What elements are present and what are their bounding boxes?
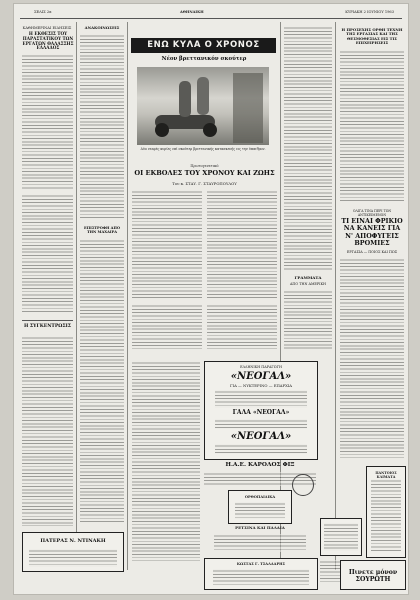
scooter-photo bbox=[137, 67, 269, 145]
center-byline: Του κ. ΣΤΑΥ. Γ. ΣΤΑΥΡΟΠΟΥΛΟΥ bbox=[172, 181, 237, 186]
ad-text bbox=[213, 569, 309, 585]
text-column bbox=[214, 534, 306, 552]
neogal-ad bbox=[204, 361, 318, 460]
ad-text bbox=[215, 444, 307, 454]
neogal-line1: ΓΙΑ — ΝΥΚΤΕΡΙΝΟ — ΕΠΑΡΧΙΑ bbox=[229, 383, 293, 388]
midleft-headline: ΑΝΑΚΟΙΝΩΣΕΙΣ bbox=[84, 25, 120, 30]
center-kicker: Πρωτογενετικό bbox=[190, 164, 219, 168]
ad-text bbox=[215, 419, 307, 429]
left-subhead: Η ΣΥΓΚΕΝΤΡΩΣΙΣ bbox=[23, 324, 72, 329]
right-footer-ad bbox=[340, 560, 406, 590]
page-label: ΣΕΛΙΣ 2α bbox=[34, 10, 52, 14]
notice-sub1: ΟΡΘΟΠΑΙΔΙΚΑ bbox=[244, 495, 276, 499]
text-column bbox=[22, 336, 73, 526]
masthead: ΑΘΗΝΑΙΚΗ bbox=[180, 10, 204, 14]
left-headline: Η ΕΚΘΕΣΙΣ ΤΟΥ ΠΑΡΑΣΤΑΤΙΚΟΥ ΤΩΝ ΕΡΓΑΤΩΝ ΘΑΛΑΣΣΗΣ ΕΛΛΑΔΟΣ bbox=[22, 31, 74, 51]
left-footer-ad-title: ΠΑΤΕΡΑΣ Ν. ΝΤΙΝΑΚΗ bbox=[40, 538, 106, 544]
page-header bbox=[20, 9, 402, 17]
text-column bbox=[284, 26, 332, 271]
text-column bbox=[132, 361, 200, 561]
notice-footer-box bbox=[204, 558, 318, 590]
text-column bbox=[22, 194, 73, 314]
neogal-brand-2: «ΝΕΟΓΑΛ» bbox=[230, 431, 292, 442]
right-kicker: ΟΛΙΓΑ ΤΙΝΑ ΠΕΡΙ ΤΩΝ ΑΝΤΙΚΕΙΜΕΝΩΝ bbox=[352, 209, 392, 217]
right-headline: Η ΠΡΟΣΕΧΗΣ ΟΡΘΗ ΤΕΧΝΗ ΤΗΣ ΕΡΓΑΣΙΑΣ ΚΑΙ ΤΗΣ ΘΕΣΜΟΘΕΣΙΑΣ ΕΙΣ ΤΙΣ ΕΠΙΧΕΙΡΗΣΕΙΣ bbox=[341, 27, 403, 46]
ad-text bbox=[324, 523, 358, 551]
text-column bbox=[132, 190, 202, 300]
left-kicker: ΚΑΘΗΜΕΡΙΝΑΙ ΕΙΔΗΣΕΙΣ bbox=[22, 26, 72, 30]
right-big-headline: ΤΙ ΕΙΝΑΙ ΦΡΙΚΙΟ ΝΑ ΚΑΝΕΙΣ ΓΙΑ Ν' ΑΠΟΦΥΓΕΙΣ ΒΡΟΜΙΕΣ bbox=[341, 217, 403, 248]
notice-box bbox=[228, 490, 292, 524]
text-column bbox=[284, 290, 332, 350]
newspaper-page bbox=[14, 4, 408, 594]
section-rule bbox=[22, 320, 73, 321]
ad-text bbox=[235, 502, 285, 519]
neogal-brand: «ΝΕΟΓΑΛ» bbox=[230, 371, 292, 382]
date-line: ΚΥΡΙΑΚΗ 2 ΙΟΥΝΙΟΥ 1963 bbox=[345, 10, 394, 14]
photo-caption: Νέον βρεττανικόν σκούτερ bbox=[161, 56, 247, 62]
stamp-icon bbox=[292, 474, 314, 496]
center-banner: ΕΝΩ ΚΥΛΑ Ο ΧΡΟΝΟΣ bbox=[131, 38, 276, 53]
column-divider bbox=[76, 22, 77, 570]
right-big-sub: ΕΡΓΑΣΙΑ — ΠΟΙΟΣ ΚΑΙ ΠΩΣ bbox=[346, 250, 398, 254]
text-column bbox=[340, 258, 404, 458]
text-column bbox=[207, 190, 277, 300]
right-ad-title: ΠΑΝΤΟΙΟΣ ΚΛΙΜΑΤΑ bbox=[375, 471, 397, 480]
text-column bbox=[207, 304, 277, 349]
text-column bbox=[22, 54, 73, 189]
column-divider bbox=[335, 22, 336, 570]
notice-footer: ΚΩΣΤΑΣ Γ. ΤΣΑΛΔΑΡΗΣ bbox=[236, 562, 286, 566]
center-headline: ΟΙ ΕΚΒΟΛΕΣ ΤΟΥ ΧΡΟΝΟΥ ΚΑΙ ΖΩΗΣ bbox=[134, 169, 275, 177]
column-divider bbox=[127, 22, 128, 570]
notice-sub2: ΡΕΤΣΙΝΑ ΚΑΙ ΠΑΛΑΙΑ bbox=[235, 525, 285, 530]
column-divider bbox=[280, 22, 281, 570]
midright-headline: ΓΡΑΜΜΑΤΑ bbox=[294, 275, 322, 280]
right-footer-ad-title: Πινετε μόνον ΣΟΥΡΩΤΗ bbox=[348, 569, 398, 584]
text-column bbox=[340, 50, 404, 202]
header-rule bbox=[20, 18, 402, 19]
text-column bbox=[80, 239, 124, 524]
ad-text bbox=[215, 390, 307, 408]
neogal-top: ΕΛΛΗΝΙΚΗ ΠΑΡΑΓΩΓΗ bbox=[240, 365, 282, 369]
photo-description: Δύο νεαρές κυρίες επί σκούτερ βρεττανικής κατασκευής εις την ύπαιθρον. bbox=[140, 147, 266, 151]
notice-title: Η.Α.Ε. ΚΑΡΟΛΟΣ ΦΙΞ bbox=[225, 462, 295, 468]
ad-text bbox=[371, 479, 401, 551]
small-ad bbox=[320, 518, 362, 556]
midright-subhead: ΑΠΟ ΤΗΝ ΑΜΕΡΙΚΗ bbox=[289, 282, 327, 286]
text-column bbox=[80, 34, 124, 219]
text-column bbox=[132, 304, 202, 349]
left-footer-ad bbox=[22, 532, 124, 572]
right-ad bbox=[366, 466, 406, 558]
neogal-line2: ΓΑΛΑ «ΝΕΟΓΑΛ» bbox=[232, 409, 290, 416]
midleft-subhead: ΕΠΙΣΤΡΟΦΗ ΑΠΟ ΤΗΝ ΜΑΧΑΙΡΑ bbox=[84, 226, 120, 235]
ad-text bbox=[29, 549, 117, 567]
